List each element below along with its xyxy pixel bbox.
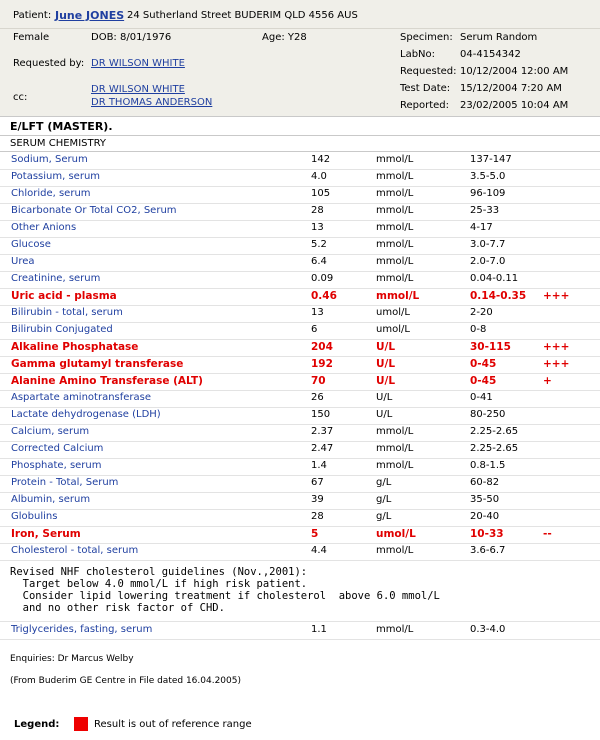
test-date-label: Test Date:	[400, 83, 451, 94]
requested-by-label: Requested by:	[13, 58, 85, 69]
result-row	[0, 322, 600, 340]
cholesterol-guidelines-note: Revised NHF cholesterol guidelines (Nov.,2001): Target below 4.0 mmol/L if high risk patient. Consider lipid lowering treatment if cholesterol above 6.0 mmol/L and no other risk factor of CHD.	[10, 566, 440, 614]
test-value: 142	[311, 154, 331, 165]
test-value: 0.09	[311, 273, 334, 284]
test-name[interactable]: Gamma glutamyl transferase	[11, 358, 184, 370]
test-name[interactable]: Albumin, serum	[11, 494, 91, 505]
test-unit: U/L	[376, 341, 396, 353]
test-name[interactable]: Urea	[11, 256, 35, 267]
test-unit: U/L	[376, 375, 396, 387]
reference-range: 30-115	[470, 341, 511, 353]
legend-text: Result is out of reference range	[94, 719, 252, 730]
reference-range: 0.04-0.11	[470, 273, 519, 284]
test-name[interactable]: Globulins	[11, 511, 58, 522]
reference-range: 60-82	[470, 477, 500, 488]
test-unit: mmol/L	[376, 460, 414, 471]
reference-range: 0-8	[470, 324, 487, 335]
test-unit: mmol/L	[376, 188, 414, 199]
test-name[interactable]: Chloride, serum	[11, 188, 91, 199]
source-text: (From Buderim GE Centre in File dated 16.04.2005)	[10, 676, 241, 686]
test-value: 6.4	[311, 256, 327, 267]
requested-by-doctor-link[interactable]: DR WILSON WHITE	[91, 58, 185, 69]
reference-range: 2-20	[470, 307, 493, 318]
patient-label: Patient:	[13, 10, 52, 21]
reference-range: 0-41	[470, 392, 493, 403]
reference-range: 0.14-0.35	[470, 290, 527, 302]
patient-dob: DOB: 8/01/1976	[91, 32, 172, 43]
test-value: 204	[311, 341, 333, 353]
result-row	[0, 458, 600, 476]
result-row	[0, 543, 600, 561]
reference-range: 35-50	[470, 494, 500, 505]
result-row	[0, 152, 600, 170]
result-row	[0, 390, 600, 408]
test-unit: umol/L	[376, 307, 410, 318]
abnormal-flag: +	[543, 375, 552, 387]
reference-range: 2.0-7.0	[470, 256, 506, 267]
test-value: 28	[311, 205, 324, 216]
test-name[interactable]: Corrected Calcium	[11, 443, 104, 454]
test-unit: mmol/L	[376, 205, 414, 216]
result-row	[0, 509, 600, 527]
test-name[interactable]: Alanine Amino Transferase (ALT)	[11, 375, 203, 387]
abnormal-flag: +++	[543, 341, 570, 353]
reference-range: 0-45	[470, 358, 497, 370]
test-unit: mmol/L	[376, 154, 414, 165]
reported-date-value: 23/02/2005 10:04 AM	[460, 100, 569, 111]
result-row	[0, 407, 600, 425]
test-name[interactable]: Protein - Total, Serum	[11, 477, 119, 488]
test-value: 192	[311, 358, 333, 370]
legend-swatch	[74, 717, 88, 731]
test-value: 67	[311, 477, 324, 488]
test-value: 39	[311, 494, 324, 505]
test-name[interactable]: Bilirubin - total, serum	[11, 307, 123, 318]
test-value: 2.47	[311, 443, 334, 454]
section-divider	[0, 135, 600, 136]
test-value: 150	[311, 409, 331, 420]
reference-range: 137-147	[470, 154, 512, 165]
specimen-label: Specimen:	[400, 32, 453, 43]
test-unit: mmol/L	[376, 426, 414, 437]
reference-range: 25-33	[470, 205, 500, 216]
test-name[interactable]: Other Anions	[11, 222, 77, 233]
result-row	[0, 254, 600, 272]
legend-label: Legend:	[14, 719, 60, 730]
test-value: 70	[311, 375, 326, 387]
test-name[interactable]: Sodium, Serum	[11, 154, 88, 165]
test-unit: mmol/L	[376, 256, 414, 267]
test-name[interactable]: Phosphate, serum	[11, 460, 102, 471]
test-name[interactable]: Potassium, serum	[11, 171, 101, 182]
reference-range: 80-250	[470, 409, 506, 420]
test-name[interactable]: Iron, Serum	[11, 528, 81, 540]
result-row	[0, 271, 600, 289]
reference-range: 3.5-5.0	[470, 171, 506, 182]
cc-label: cc:	[13, 92, 28, 103]
test-value: 28	[311, 511, 324, 522]
result-row	[0, 526, 600, 544]
requested-date-label: Requested:	[400, 66, 457, 77]
test-unit: mmol/L	[376, 239, 414, 250]
result-row	[0, 424, 600, 442]
test-value: 6	[311, 324, 318, 335]
requested-date-value: 10/12/2004 12:00 AM	[460, 66, 569, 77]
test-name[interactable]: Creatinine, serum	[11, 273, 101, 284]
patient-address: 24 Sutherland Street BUDERIM QLD 4556 AUS	[127, 10, 358, 21]
test-value: 2.37	[311, 426, 334, 437]
test-name[interactable]: Bilirubin Conjugated	[11, 324, 113, 335]
test-unit: U/L	[376, 358, 396, 370]
result-row	[0, 169, 600, 187]
enquiries-text: Enquiries: Dr Marcus Welby	[10, 654, 134, 664]
patient-name-link[interactable]: June JONES	[55, 9, 125, 22]
result-row	[0, 203, 600, 221]
result-row	[0, 305, 600, 323]
result-row	[0, 492, 600, 510]
reference-range: 2.25-2.65	[470, 443, 519, 454]
labno-label: LabNo:	[400, 49, 436, 60]
test-unit: g/L	[376, 511, 392, 522]
test-name[interactable]: Glucose	[11, 239, 51, 250]
reported-date-label: Reported:	[400, 100, 450, 111]
test-value: 13	[311, 307, 324, 318]
reference-range: 10-33	[470, 528, 504, 540]
test-unit: mmol/L	[376, 290, 420, 302]
reference-range: 0.8-1.5	[470, 460, 506, 471]
test-name[interactable]: Alkaline Phosphatase	[11, 341, 139, 353]
section-subtitle: SERUM CHEMISTRY	[10, 138, 107, 149]
abnormal-flag: +++	[543, 290, 570, 302]
test-value: 26	[311, 392, 324, 403]
reference-range: 3.0-7.7	[470, 239, 506, 250]
reference-range: 2.25-2.65	[470, 426, 519, 437]
test-value: 0.46	[311, 290, 337, 302]
test-unit: mmol/L	[376, 222, 414, 233]
result-row	[0, 441, 600, 459]
test-date-value: 15/12/2004 7:20 AM	[460, 83, 562, 94]
test-unit: mmol/L	[376, 171, 414, 182]
test-unit: U/L	[376, 409, 393, 420]
reference-range: 0-45	[470, 375, 497, 387]
test-value: 105	[311, 188, 331, 199]
test-name[interactable]: Cholesterol - total, serum	[11, 545, 139, 556]
test-unit: g/L	[376, 494, 392, 505]
test-value: 5	[311, 528, 319, 540]
test-value: 1.1	[311, 624, 327, 635]
result-row	[0, 339, 600, 357]
result-row	[0, 186, 600, 204]
test-value: 4.4	[311, 545, 327, 556]
abnormal-flag: --	[543, 528, 552, 540]
result-row	[0, 220, 600, 238]
cc-doctor-link[interactable]: DR THOMAS ANDERSON	[91, 97, 213, 108]
test-name[interactable]: Calcium, serum	[11, 426, 90, 437]
test-name[interactable]: Bicarbonate Or Total CO2, Serum	[11, 205, 177, 216]
reference-range: 4-17	[470, 222, 493, 233]
result-row	[0, 356, 600, 374]
test-unit: mmol/L	[376, 273, 414, 284]
test-value: 5.2	[311, 239, 327, 250]
cc-doctor-link[interactable]: DR WILSON WHITE	[91, 84, 185, 95]
header-divider	[0, 116, 600, 117]
test-name[interactable]: Aspartate aminotransferase	[11, 392, 152, 403]
abnormal-flag: +++	[543, 358, 570, 370]
reference-range: 20-40	[470, 511, 500, 522]
patient-age: Age: Y28	[262, 32, 307, 43]
test-unit: mmol/L	[376, 624, 414, 635]
result-row-triglycerides	[0, 621, 600, 640]
test-unit: umol/L	[376, 324, 410, 335]
test-unit: g/L	[376, 477, 392, 488]
reference-range: 3.6-6.7	[470, 545, 506, 556]
test-unit: U/L	[376, 392, 393, 403]
result-row	[0, 475, 600, 493]
labno-value: 04-4154342	[460, 49, 521, 60]
section-title: E/LFT (MASTER).	[10, 120, 113, 133]
test-name[interactable]: Uric acid - plasma	[11, 290, 117, 302]
reference-range: 96-109	[470, 188, 506, 199]
reference-range: 0.3-4.0	[470, 624, 506, 635]
test-name[interactable]: Lactate dehydrogenase (LDH)	[11, 409, 161, 420]
result-row	[0, 373, 600, 391]
test-value: 1.4	[311, 460, 327, 471]
result-row	[0, 237, 600, 255]
test-unit: umol/L	[376, 528, 416, 540]
test-unit: mmol/L	[376, 545, 414, 556]
specimen-value: Serum Random	[460, 32, 538, 43]
result-row	[0, 288, 600, 306]
test-name[interactable]: Triglycerides, fasting, serum	[11, 624, 153, 635]
test-value: 4.0	[311, 171, 327, 182]
test-value: 13	[311, 222, 324, 233]
test-unit: mmol/L	[376, 443, 414, 454]
patient-sex: Female	[13, 32, 50, 43]
